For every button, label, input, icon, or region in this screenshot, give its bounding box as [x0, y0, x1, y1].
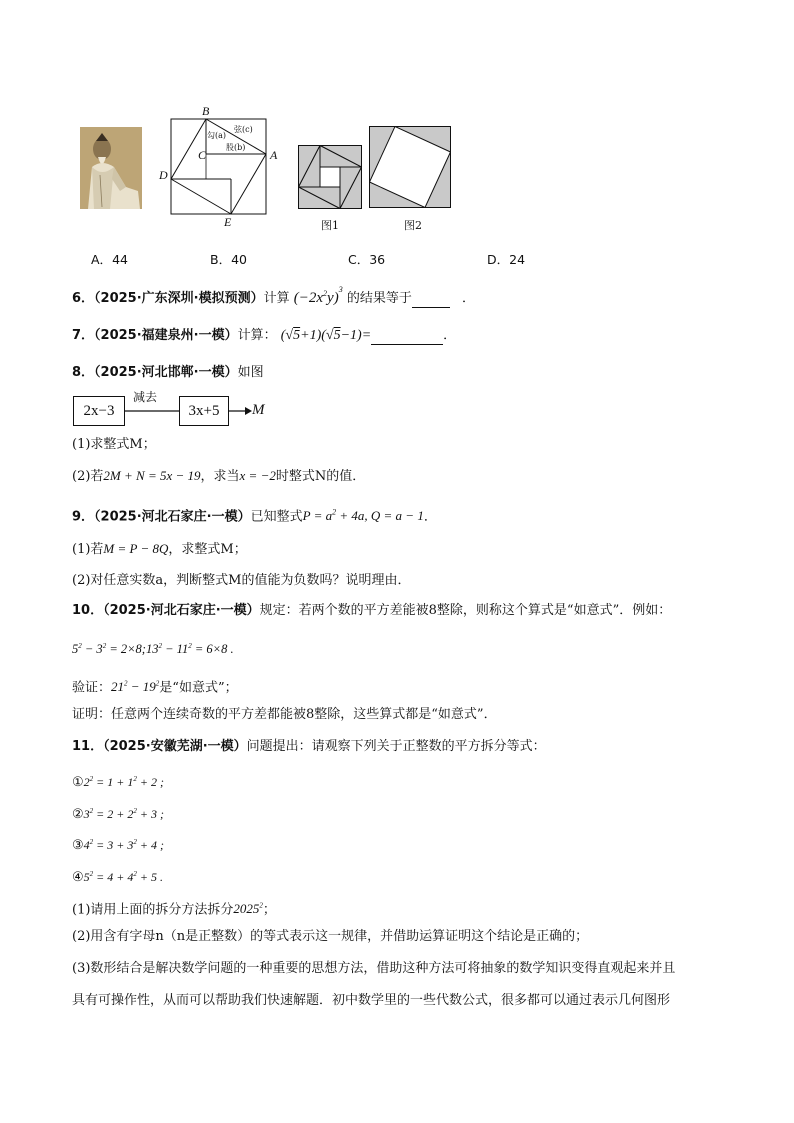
math-expression: x = −2	[239, 468, 276, 483]
question-7	[72, 327, 456, 345]
item-marker: ②	[72, 807, 84, 822]
question-11-part-1: (1)请用上面的拆分方法拆分2025$^2$；	[72, 901, 276, 918]
equation-4	[72, 865, 163, 887]
question-text: 已知整式	[250, 509, 303, 525]
label-A: A	[270, 148, 278, 162]
question-end: ．	[462, 291, 476, 306]
question-number: 9．	[72, 509, 95, 525]
question-11-part-2: (2)用含有字母n（n是正整数）的等式表示这一规律，并借助运算证明这个结论是正确的；	[72, 929, 589, 944]
option-c[interactable]	[348, 250, 385, 268]
option-a[interactable]	[91, 250, 128, 268]
question-text: 时整式N的值．	[275, 469, 366, 484]
math-expression: $4^2 = 3 + 3^2 + 4$ ;	[83, 838, 164, 852]
item-marker: ③	[72, 838, 84, 853]
option-letter: A．	[91, 252, 113, 267]
question-8-part-2	[72, 467, 365, 486]
figure-2-caption: 图2	[404, 219, 422, 232]
question-text: ，求整式M；	[168, 542, 247, 557]
equation-1	[72, 770, 164, 792]
label-B: B	[202, 104, 210, 118]
question-9-part-1	[72, 540, 247, 559]
equation-2	[72, 802, 164, 824]
question-text: 验证：	[72, 680, 112, 696]
question-8	[72, 364, 264, 382]
figure-1	[298, 145, 362, 209]
label-gou: 勾(a)	[207, 131, 227, 140]
question-number: 10．	[72, 603, 104, 618]
question-source: （2025·安徽芜湖·一模）	[103, 739, 247, 754]
math-expression: $P = a^2 + 4a$, Q = a − 1	[302, 508, 424, 524]
math-example: $5^2 - 3^2$ = $2\times 8;13^2 - 11^2 = 6\times 8$ .	[72, 642, 234, 657]
answer-blank[interactable]	[412, 293, 450, 308]
question-11-part-3-line-2: 具有可操作性，从而可以帮助我们快速解题．初中数学里的一些代数公式，很多都可以通过表示几何图形	[72, 993, 671, 1008]
label-C: C	[198, 148, 207, 162]
equation-3	[72, 833, 164, 855]
option-d[interactable]	[487, 250, 525, 268]
item-marker: ①	[72, 775, 84, 790]
math-expression: 2M + N = 5x − 19	[103, 468, 201, 483]
question-9-part-2: (2)对任意实数a，判断整式M的值能为负数吗？说明理由．	[72, 573, 411, 588]
question-source: （2025·河北邯郸·一模）	[94, 365, 238, 380]
question-text: 计算：	[237, 328, 277, 343]
option-value: 24	[509, 252, 526, 267]
item-marker: ④	[72, 870, 84, 885]
portrait-figure-icon	[80, 127, 142, 209]
question-end: ．	[443, 328, 457, 343]
math-expression: $3^2 = 2 + 2^2 + 3$ ;	[83, 807, 164, 821]
question-source: （2025·河北石家庄·一模）	[103, 603, 260, 618]
question-number: 7．	[72, 328, 95, 343]
math-expression: $5^2 = 4 + 4^2 + 5$ .	[83, 870, 163, 884]
option-b[interactable]	[210, 250, 247, 268]
question-8-part-1: (1)求整式M；	[72, 437, 156, 452]
flow-output: M	[252, 402, 265, 418]
question-text: ，求当	[200, 469, 240, 484]
question-text: 规定：若两个数的平方差能被8整除，则称这个算式是“如意式”．例如：	[259, 603, 672, 618]
flow-arrow-label: 减去	[133, 390, 158, 404]
option-letter: D．	[487, 252, 510, 267]
question-source: （2025·河北石家庄·一模）	[94, 509, 251, 525]
math-expression: $(-2x^2y)^3$	[293, 285, 343, 306]
question-text: (1)请用上面的拆分方法拆分	[72, 902, 234, 918]
pythagorean-diagram	[150, 104, 280, 230]
question-text: (1)若	[72, 542, 104, 557]
question-10-verify	[72, 675, 238, 697]
label-xian: 弦(c)	[234, 125, 253, 134]
flow-box-1: 2x−3	[73, 396, 125, 426]
question-number: 8．	[72, 365, 95, 380]
math-expression: M = P − 8Q	[103, 541, 169, 556]
flow-arrow-icon	[124, 406, 180, 416]
option-value: 36	[369, 252, 386, 267]
question-11-part-3-line-1: (3)数形结合是解决数学问题的一种重要的思想方法，借助这种方法可将抽象的数学知识变得直观起来并且	[72, 961, 676, 976]
math-expression: 2025$^2$	[233, 901, 263, 917]
option-letter: B．	[210, 252, 232, 267]
question-number: 6．	[72, 291, 95, 306]
output-arrow-icon	[228, 404, 252, 418]
option-value: 44	[112, 252, 128, 267]
flow-box-2: 3x+5	[179, 396, 229, 426]
question-6	[72, 285, 475, 308]
question-text: 计算	[263, 291, 290, 306]
question-text: 的结果等于	[346, 291, 412, 306]
label-gu: 股(b)	[226, 143, 246, 152]
math-expression: $21^2 - 19^2$	[111, 679, 160, 695]
question-9: 9．（2025·河北石家庄·一模）已知整式$P = a^2 + 4a$, Q = a − 1．	[72, 508, 437, 525]
question-source: （2025·福建泉州·一模）	[94, 328, 238, 343]
figure-1-caption: 图1	[321, 219, 339, 232]
figure-2	[369, 126, 451, 208]
label-E: E	[224, 215, 232, 229]
question-10	[72, 602, 671, 620]
option-value: 40	[231, 252, 247, 267]
question-number: 11．	[72, 739, 104, 754]
question-11	[72, 738, 546, 756]
answer-blank[interactable]	[371, 330, 443, 345]
question-text: 问题提出：请观察下列关于正整数的平方拆分等式：	[246, 739, 546, 754]
option-letter: C．	[348, 252, 370, 267]
question-source: （2025·广东深圳·模拟预测）	[94, 291, 264, 306]
label-D: D	[159, 168, 168, 182]
question-10-prove: 证明：任意两个连续奇数的平方差都能被8整除，这些算式都是“如意式”．	[72, 707, 497, 722]
question-text: 是“如意式”；	[159, 680, 238, 696]
question-text: (2)若	[72, 469, 104, 484]
portrait-image	[80, 127, 142, 209]
question-text: 如图	[237, 365, 264, 380]
math-expression: $2^2 = 1 + 1^2 + 2$ ;	[83, 775, 164, 789]
math-expression: (√5+1)(√5−1)=	[280, 328, 372, 343]
